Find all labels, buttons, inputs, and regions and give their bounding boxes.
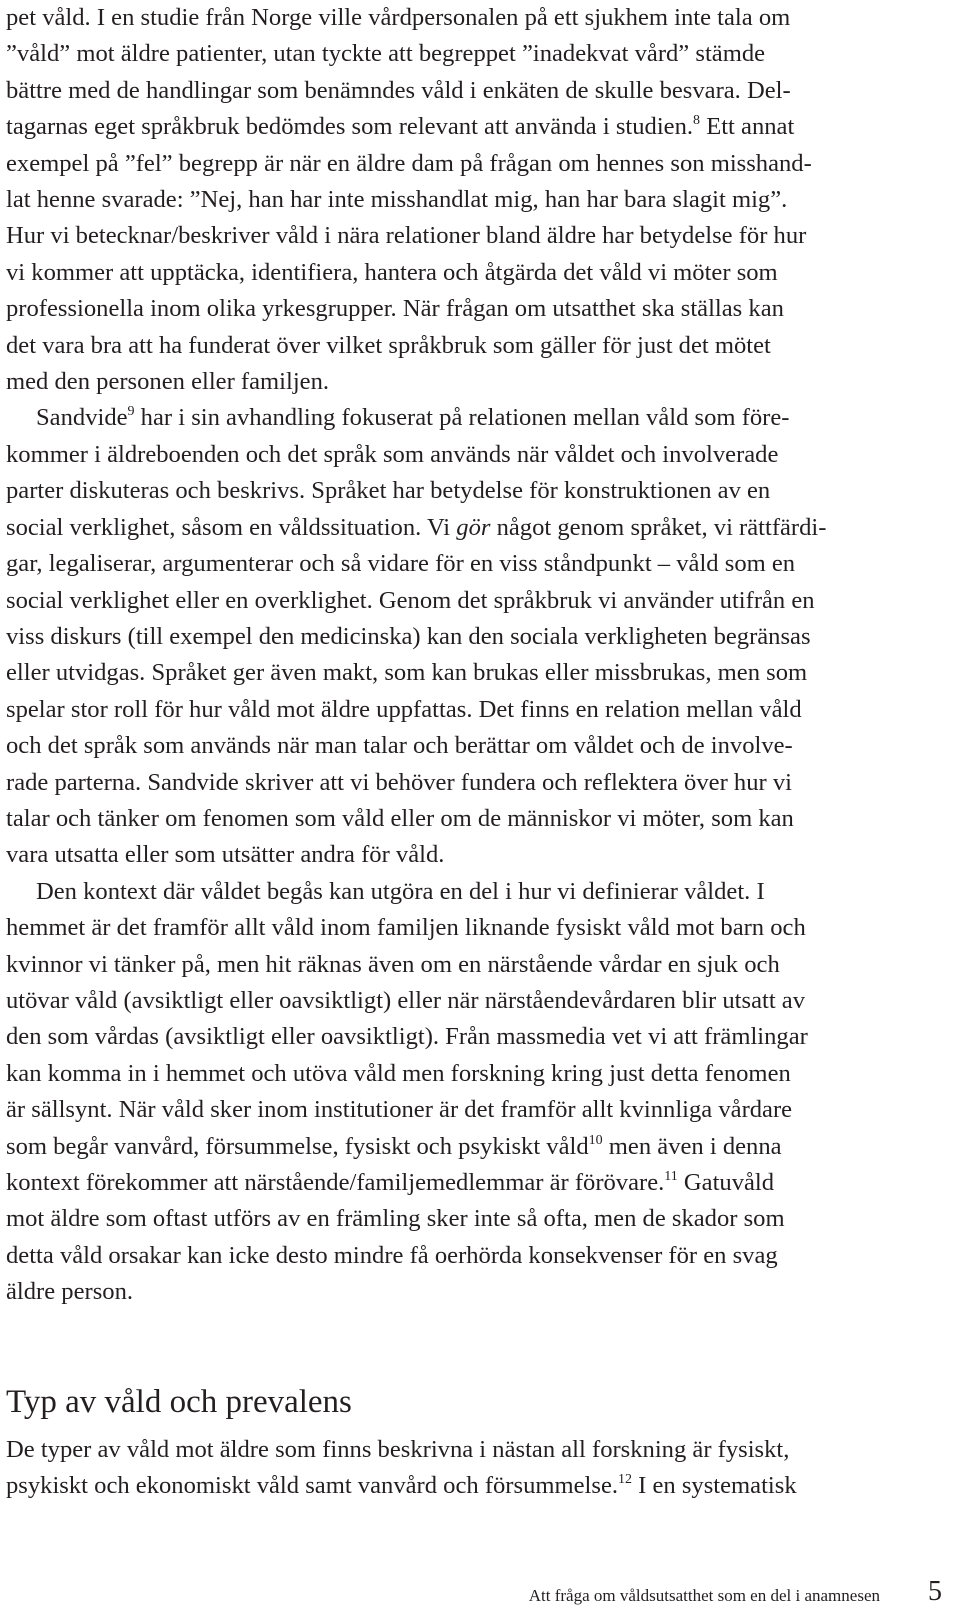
text-segment: något genom språket, vi rättfärdi-: [490, 513, 827, 541]
text-segment: Gatuvåld: [677, 1169, 775, 1196]
text-segment: I en systematisk: [632, 1472, 797, 1500]
text-line: professionella inom olika yrkesgrupper. När frågan om utsatthet ska ställas kan: [6, 295, 784, 323]
text-segment: kontext förekommer att närstående/familjemedlemmar är förövare.: [6, 1169, 665, 1196]
section-heading: Typ av våld och prevalens: [6, 1384, 352, 1420]
text-line: pet våld. I en studie från Norge ville vårdpersonalen på ett sjukhem inte tala om: [6, 4, 791, 31]
footnote-ref-8: 8: [693, 113, 701, 129]
text-line: kommer i äldreboenden och det språk som används när våldet och involverade: [6, 440, 779, 468]
text-segment: social verklighet, såsom en våldssituation. Vi: [6, 513, 457, 541]
text-line: [6, 1165, 942, 1201]
text-line: social verklighet eller en overklighet. Genom det språkbruk vi använder utifrån en: [6, 586, 815, 614]
text-line: lat henne svarade: ”Nej, han har inte misshandlat mig, han har bara slagit mig”.: [6, 186, 788, 214]
footnote-ref-10: 10: [588, 1132, 603, 1148]
page-number: 5: [928, 1576, 942, 1607]
text-segment: Sandvide: [36, 404, 128, 432]
text-line: gar, legaliserar, argumenterar och så vidare för en viss ståndpunkt – våld som en: [6, 550, 796, 578]
footnote-ref-12: 12: [618, 1472, 633, 1488]
text-segment: som begår vanvård, försummelse, fysiskt och psykiskt våld: [6, 1132, 589, 1160]
text-line: exempel på ”fel” begrepp är när en äldre dam på frågan om hennes son misshand-: [6, 149, 812, 177]
text-line: kvinnor vi tänker på, men hit räknas även om en närstående vårdar en sjuk och: [6, 950, 780, 978]
paragraph-sandvide: [6, 400, 942, 873]
emphasis-text: gör: [456, 513, 491, 541]
text-line: [6, 1129, 942, 1165]
text-line: eller utvidgas. Språket ger även makt, som kan brukas eller missbrukas, men som: [6, 659, 808, 687]
paragraph-context: [6, 874, 942, 1311]
text-line: med den personen eller familjen.: [6, 368, 330, 396]
text-line: talar och tänker om fenomen som våld eller om de människor vi möter, som kan: [6, 804, 794, 832]
text-line: äldre person.: [6, 1278, 134, 1306]
page-body: [6, 0, 942, 1311]
text-line: spelar stor roll för hur våld mot äldre uppfattas. Det finns en relation mellan våld: [6, 695, 802, 723]
text-line: [6, 510, 942, 546]
text-line: kan komma in i hemmet och utöva våld men forskning kring just detta fenomen: [6, 1059, 791, 1087]
running-title: Att fråga om våldsutsatthet som en del i anamnesen: [528, 1586, 880, 1605]
text-line: bättre med de handlingar som benämndes våld i enkäten de skulle besvara. Del-: [6, 76, 791, 104]
text-line: vara utsatta eller som utsätter andra för våld.: [6, 841, 445, 869]
text-line: ”våld” mot äldre patienter, utan tyckte att begreppet ”inadekvat vård” stämde: [6, 40, 766, 68]
text-segment: psykiskt och ekonomiskt våld samt vanvård och försummelse.: [6, 1472, 619, 1500]
text-segment: Ett annat: [700, 113, 795, 141]
text-line: viss diskurs (till exempel den medicinska) kan den sociala verkligheten begränsas: [6, 622, 811, 650]
text-line: hemmet är det framför allt våld inom familjen liknande fysiskt våld mot barn och: [6, 914, 806, 942]
text-line: Hur vi betecknar/beskriver våld i nära relationer bland äldre har betydelse för hur: [6, 222, 807, 250]
paragraph-types-of-violence: [6, 1432, 942, 1505]
text-line: är sällsynt. När våld sker inom institutioner är det framför allt kvinnliga vårdare: [6, 1096, 793, 1124]
text-line: [6, 1468, 942, 1504]
text-line: De typer av våld mot äldre som finns beskrivna i nästan all forskning är fysiskt,: [6, 1436, 790, 1463]
text-line: rade parterna. Sandvide skriver att vi behöver fundera och reflektera över hur vi: [6, 768, 792, 796]
text-segment: tagarnas eget språkbruk bedömdes som relevant att använda i studien.: [6, 113, 694, 141]
text-line: [6, 400, 942, 436]
text-line: detta våld orsakar kan icke desto mindre få oerhörda konsekvenser för en svag: [6, 1241, 778, 1269]
footnote-ref-9: 9: [127, 404, 135, 420]
paragraph-language-use: [6, 0, 942, 400]
text-line: det vara bra att ha funderat över vilket språkbruk som gäller för just det mötet: [6, 331, 771, 359]
text-line: och det språk som används när man talar och berättar om våldet och de involve-: [6, 732, 793, 760]
text-line: [6, 109, 942, 145]
text-line: den som vårdas (avsiktligt eller oavsiktligt). Från massmedia vet vi att främlingar: [6, 1023, 808, 1051]
text-line: Den kontext där våldet begås kan utgöra en del i hur vi definierar våldet. I: [36, 877, 765, 905]
text-line: parter diskuteras och beskrivs. Språket har betydelse för konstruktionen av en: [6, 477, 771, 505]
text-line: mot äldre som oftast utförs av en främling sker inte så ofta, men de skador som: [6, 1205, 785, 1233]
page-footer: [0, 1576, 960, 1608]
text-segment: har i sin avhandling fokuserat på relationen mellan våld som före-: [134, 404, 790, 432]
text-segment: men även i denna: [602, 1132, 782, 1160]
text-line: vi kommer att upptäcka, identifiera, hantera och åtgärda det våld vi möter som: [6, 258, 778, 286]
text-line: utövar våld (avsiktligt eller oavsiktligt) eller när närståendevårdaren blir utsatt av: [6, 986, 806, 1014]
footnote-ref-11: 11: [664, 1169, 678, 1184]
